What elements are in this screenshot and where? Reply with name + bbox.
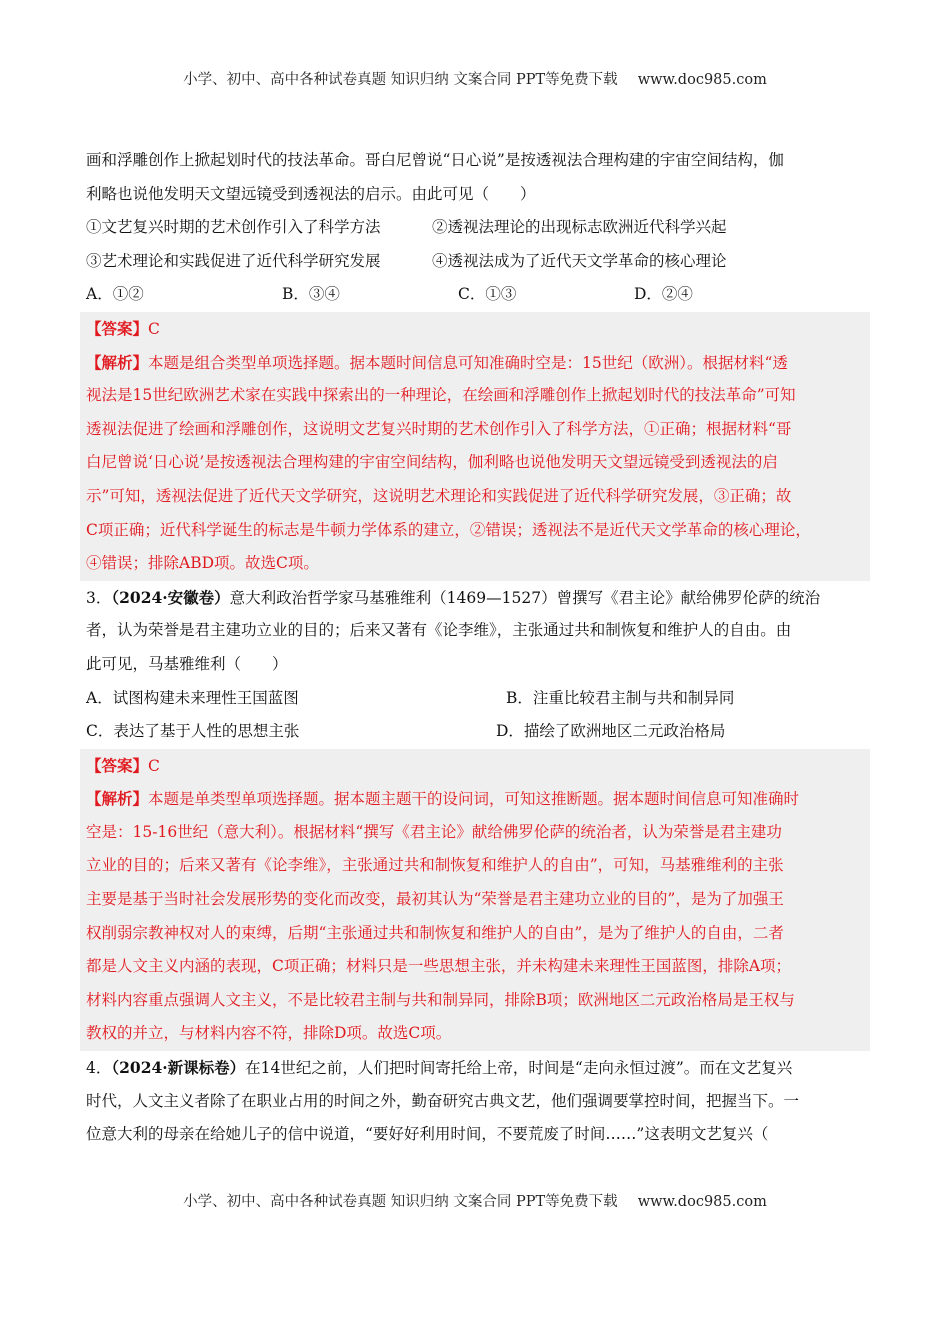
question-2-analysis-line: 视法是15世纪欧洲艺术家在实践中探索出的一种理论，在绘画和浮雕创作上掀起划时代的技法革命”可知 [86, 386, 796, 405]
question-2-option-c: C．①③ [458, 285, 517, 304]
question-3-option-a: A．试图构建未来理性王国蓝图 [86, 688, 299, 707]
question-2-analysis-line: 示”可知，透视法促进了近代天文学研究，这说明艺术理论和实践促进了近代科学研究发展，③正确；故 [86, 486, 792, 505]
question-3-analysis-line: 材料内容重点强调人文主义，不是比较君主制与共和制异同，排除B项；欧洲地区二元政治格局是王权与 [86, 990, 795, 1009]
question-3-options-row [86, 715, 864, 749]
question-2-analysis-line: 白尼曾说‘日心说’是按透视法合理构建的宇宙空间结构，伽利略也说他发明天文望远镜受到透视法的启 [86, 453, 778, 472]
question-2-answer [86, 312, 870, 346]
analysis-label: 【解析】 [86, 352, 149, 372]
question-3-option-d: D．描绘了欧洲地区二元政治格局 [496, 722, 726, 741]
question-2-analysis-line: ④错误；排除ABD项。故选C项。 [86, 554, 319, 573]
question-4-stem-line [86, 1051, 864, 1085]
question-3-answer [86, 749, 870, 783]
answer-label: 【答案】 [86, 318, 149, 338]
analysis-label: 【解析】 [86, 789, 149, 809]
answer-value: C [148, 319, 160, 338]
question-4-stem-text: 在14世纪之前，人们把时间寄托给上帝，时间是“走向永恒过渡”。而在文艺复兴 [245, 1059, 793, 1078]
question-2-analysis-line: C项正确；近代科学诞生的标志是牛顿力学体系的建立，②错误；透视法不是近代天文学革命的核心理论， [86, 520, 811, 539]
question-3-option-c: C．表达了基于人性的思想主张 [86, 722, 300, 741]
question-3-stem-line: 此可见，马基雅维利（ ） [86, 654, 288, 673]
header-text: 小学、初中、高中各种试卷真题 知识归纳 文案合同 PPT等免费下载 [183, 72, 618, 88]
page-content [86, 144, 864, 1152]
answer-value: C [148, 756, 160, 775]
question-2-options [86, 278, 864, 312]
question-4-stem-line: 位意大利的母亲在给她儿子的信中说道，“要好好利用时间，不要荒废了时间……”这表明文艺复兴（ [86, 1125, 769, 1144]
footer-text: 小学、初中、高中各种试卷真题 知识归纳 文案合同 PPT等免费下载 [183, 1194, 618, 1210]
question-2-option-a: A．①② [86, 285, 144, 304]
question-3-number: 3． [86, 588, 112, 607]
question-2-stem-line: 利略也说他发明天文望远镜受到透视法的启示。由此可见（ ） [86, 184, 536, 203]
question-2-analysis-line [86, 346, 870, 380]
question-3-analysis-line: 权削弱宗教神权对人的束缚，后期“主张通过共和制恢复和维护人的自由”，是为了维护人的自由，二者 [86, 923, 784, 942]
question-2-items-row [86, 245, 864, 279]
question-3-analysis-line: 空是：15-16世纪（意大利）。根据材料“撰写《君主论》献给佛罗伦萨的统治者，认为荣誉是君主建功 [86, 822, 782, 841]
question-3-analysis-line: 都是人文主义内涵的表现，C项正确；材料只是一些思想主张，并未构建未来理性王国蓝图，排除A项； [86, 957, 792, 976]
question-3-stem-line: 者，认为荣誉是君主建功立业的目的；后来又著有《论李维》，主张通过共和制恢复和维护人的自由。由 [86, 621, 792, 640]
footer-site-link[interactable]: www.doc985.com [637, 1194, 767, 1210]
question-2-analysis-line: 透视法促进了绘画和浮雕创作，这说明文艺复兴时期的艺术创作引入了科学方法，①正确；根据材料“哥 [86, 419, 792, 438]
question-2-item: ④透视法成为了近代天文学革命的核心理论 [432, 251, 727, 270]
question-3-option-b: B．注重比较君主制与共和制异同 [506, 688, 735, 707]
question-2-items-row [86, 211, 864, 245]
question-3-answer-block [80, 749, 870, 1051]
question-3-stem-line [86, 581, 864, 615]
question-3-options-row [86, 682, 864, 716]
analysis-text: 本题是单类型单项选择题。据本题主题干的设问词，可知这推断题。据本题时间信息可知准确时 [148, 790, 800, 809]
question-4-stem-line: 时代，人文主义者除了在职业占用的时间之外，勤奋研究古典文艺，他们强调要掌控时间，把握当下。一 [86, 1091, 800, 1110]
question-3-analysis-line: 教权的并立，与材料内容不符，排除D项。故选C项。 [86, 1024, 452, 1043]
question-4-number: 4． [86, 1059, 112, 1078]
question-3-stem-text: 意大利政治哲学家马基雅维利（1469—1527）曾撰写《君主论》献给佛罗伦萨的统治 [229, 588, 821, 607]
question-2-stem-line: 画和浮雕创作上掀起划时代的技法革命。哥白尼曾说“日心说”是按透视法合理构建的宇宙空间结构，伽 [86, 151, 784, 169]
question-3-analysis-line: 主要是基于当时社会发展形势的变化而改变，最初其认为“荣誉是君主建功立业的目的”，是为了加强王 [86, 890, 784, 909]
question-3-source: （2024·安徽卷） [111, 587, 230, 607]
answer-label: 【答案】 [86, 755, 149, 775]
question-2-answer-block [80, 312, 870, 581]
question-4-source: （2024·新课标卷） [111, 1058, 246, 1078]
page-header [0, 68, 950, 89]
header-site-link[interactable]: www.doc985.com [637, 72, 767, 88]
question-3-analysis-line: 立业的目的；后来又著有《论李维》，主张通过共和制恢复和维护人的自由”，可知，马基雅维利的主张 [86, 856, 784, 875]
question-2-option-b: B．③④ [282, 285, 340, 304]
question-2-option-d: D．②④ [634, 285, 693, 304]
analysis-text: 本题是组合类型单项选择题。据本题时间信息可知准确时空是：15世纪（欧洲）。根据材料“透 [148, 353, 788, 372]
question-2-item: ①文艺复兴时期的艺术创作引入了科学方法 [86, 218, 381, 237]
question-3-analysis-line [86, 782, 870, 816]
page-footer [0, 1190, 950, 1211]
question-2-item: ③艺术理论和实践促进了近代科学研究发展 [86, 251, 381, 270]
question-2-item: ②透视法理论的出现标志欧洲近代科学兴起 [432, 218, 727, 237]
